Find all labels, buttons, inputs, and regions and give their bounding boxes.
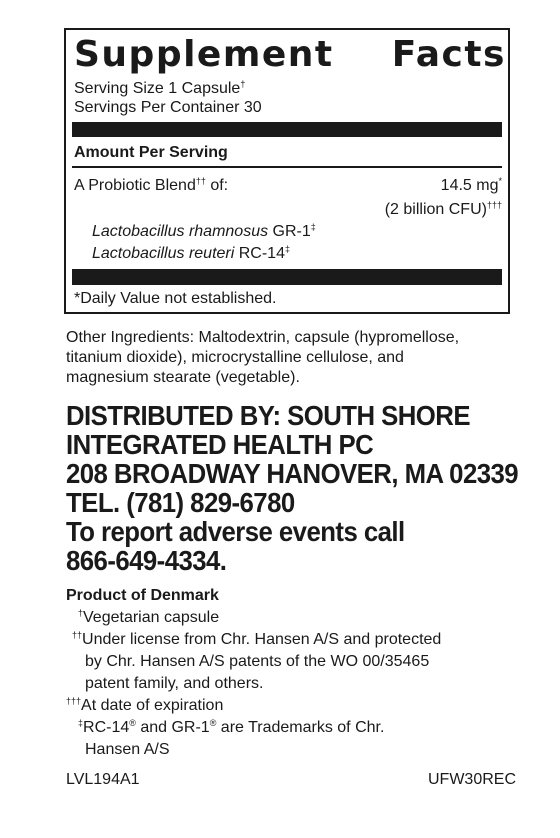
thick-divider-bottom <box>72 269 502 285</box>
title-word-facts: Facts <box>391 34 506 75</box>
strain-reuteri: Lactobacillus reuteri RC-14‡ <box>92 244 290 262</box>
distributor-line: 208 BROADWAY HANOVER, MA 02339 <box>66 458 519 489</box>
other-ingredients-line: titanium dioxide), microcrystalline cellulose, and <box>66 349 404 366</box>
strain-rhamnosus: Lactobacillus rhamnosus GR-1‡ <box>92 222 316 240</box>
panel-title <box>74 33 506 77</box>
amount-per-serving-header: Amount Per Serving <box>74 144 228 161</box>
probiotic-blend-cfu: (2 billion CFU)††† <box>384 200 502 218</box>
distributor-line: To report adverse events call <box>66 516 405 547</box>
footnote-license-line2: by Chr. Hansen A/S patents of the WO 00/35465 <box>85 653 430 670</box>
supplement-facts-panel <box>64 28 510 314</box>
product-origin: Product of Denmark <box>66 587 219 604</box>
lot-code-right: UFW30REC <box>427 771 516 788</box>
footnote-license: ††Under license from Chr. Hansen A/S and protected <box>72 630 442 648</box>
lot-code-left: LVL194A1 <box>66 771 140 788</box>
daily-value-note: *Daily Value not established. <box>74 290 277 307</box>
footnote-trademark: ‡RC-14® and GR-1® are Trademarks of Chr. <box>78 718 385 736</box>
other-ingredients <box>66 328 536 388</box>
footnote-license-line3: patent family, and others. <box>85 675 264 692</box>
probiotic-blend-amount: 14.5 mg* <box>440 176 502 194</box>
footnote-trademark-line2: Hansen A/S <box>85 741 170 758</box>
title-word-supplement: Supplement <box>74 34 334 75</box>
distributor-line: DISTRIBUTED BY: SOUTH SHORE <box>66 400 470 431</box>
other-ingredients-line: magnesium stearate (vegetable). <box>66 369 300 386</box>
distributor-line: INTEGRATED HEALTH PC <box>66 429 374 460</box>
footnote-expiration: †††At date of expiration <box>66 696 224 714</box>
distributor-line: TEL. (781) 829-6780 <box>66 487 295 518</box>
distributor-line: 866-649-4334. <box>66 545 227 576</box>
servings-per-container: Servings Per Container 30 <box>74 99 262 116</box>
thick-divider-top <box>72 122 502 137</box>
serving-size: Serving Size 1 Capsule† <box>74 79 246 97</box>
thin-divider <box>72 166 502 168</box>
distributor-block <box>66 401 518 575</box>
other-ingredients-line: Other Ingredients: Maltodextrin, capsule (hypromellose, <box>66 329 460 346</box>
probiotic-blend-label: A Probiotic Blend†† of: <box>74 176 229 194</box>
footnote-vegetarian: †Vegetarian capsule <box>78 608 220 626</box>
